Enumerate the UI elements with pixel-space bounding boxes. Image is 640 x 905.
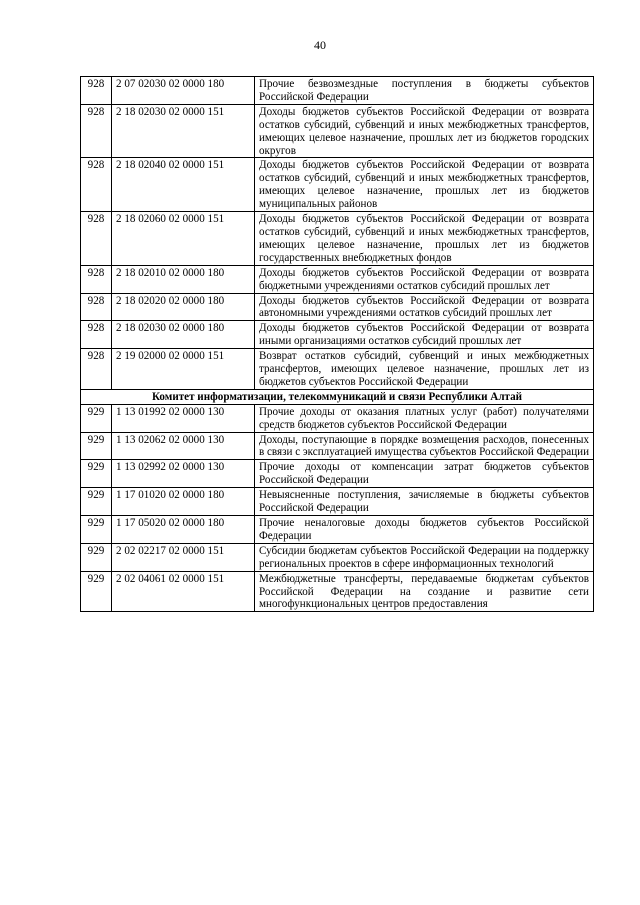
admin-code-cell: 928 (81, 104, 112, 158)
revenue-code-cell: 1 17 01020 02 0000 180 (112, 488, 255, 516)
revenue-name-cell: Межбюджетные трансферты, передаваемые бюджетам субъектов Российской Федерации на создание и развитие сети многофункциональных центров предоставления (255, 571, 594, 612)
revenue-name-cell: Доходы бюджетов субъектов Российской Федерации от возврата остатков субсидий, субвенций и иных межбюджетных трансфертов, имеющих целевое назначение, прошлых лет из бюджетов государственных внебюджетных фондов (255, 212, 594, 266)
revenue-name-cell: Возврат остатков субсидий, субвенций и иных межбюджетных трансфертов, имеющих целевое назначение, прошлых лет из бюджетов субъектов Российской Федерации (255, 349, 594, 390)
revenue-name-cell: Субсидии бюджетам субъектов Российской Федерации на поддержку региональных проектов в сфере информационных технологий (255, 543, 594, 571)
revenue-name-cell: Прочие доходы от компенсации затрат бюджетов субъектов Российской Федерации (255, 460, 594, 488)
table-row (81, 460, 594, 488)
revenue-name-cell: Доходы бюджетов субъектов Российской Федерации от возврата бюджетными учреждениями остатков субсидий прошлых лет (255, 265, 594, 293)
table-row (81, 265, 594, 293)
admin-code-cell: 928 (81, 212, 112, 266)
revenue-codes-table (80, 76, 594, 612)
revenue-code-cell: 2 18 02030 02 0000 180 (112, 321, 255, 349)
table-row (81, 488, 594, 516)
table-row (81, 293, 594, 321)
admin-code-cell: 929 (81, 571, 112, 612)
revenue-name-cell: Невыясненные поступления, зачисляемые в бюджеты субъектов Российской Федерации (255, 488, 594, 516)
table-row (81, 543, 594, 571)
revenue-code-cell: 2 02 02217 02 0000 151 (112, 543, 255, 571)
revenue-code-cell: 2 18 02020 02 0000 180 (112, 293, 255, 321)
revenue-code-cell: 2 18 02060 02 0000 151 (112, 212, 255, 266)
revenue-code-cell: 1 17 05020 02 0000 180 (112, 516, 255, 544)
revenue-code-cell: 2 18 02040 02 0000 151 (112, 158, 255, 212)
revenue-name-cell: Доходы бюджетов субъектов Российской Федерации от возврата автономными учреждениями остатков субсидий прошлых лет (255, 293, 594, 321)
revenue-code-cell: 2 18 02030 02 0000 151 (112, 104, 255, 158)
admin-code-cell: 929 (81, 543, 112, 571)
table-row (81, 516, 594, 544)
revenue-code-cell: 1 13 02062 02 0000 130 (112, 432, 255, 460)
admin-code-cell: 929 (81, 432, 112, 460)
admin-code-cell: 929 (81, 488, 112, 516)
table-row (81, 404, 594, 432)
table-row (81, 432, 594, 460)
admin-code-cell: 928 (81, 321, 112, 349)
table-row (81, 212, 594, 266)
admin-code-cell: 929 (81, 516, 112, 544)
revenue-code-cell: 2 18 02010 02 0000 180 (112, 265, 255, 293)
admin-code-cell: 928 (81, 265, 112, 293)
revenue-name-cell: Прочие неналоговые доходы бюджетов субъектов Российской Федерации (255, 516, 594, 544)
table-row (81, 158, 594, 212)
table-row (81, 571, 594, 612)
page-number: 40 (314, 38, 326, 52)
admin-code-cell: 929 (81, 404, 112, 432)
table-row (81, 77, 594, 105)
revenue-name-cell: Доходы бюджетов субъектов Российской Федерации от возврата остатков субсидий, субвенций и иных межбюджетных трансфертов, имеющих целевое назначение, прошлых лет из бюджетов муниципальных районов (255, 158, 594, 212)
table-row (81, 349, 594, 390)
revenue-code-cell: 1 13 02992 02 0000 130 (112, 460, 255, 488)
table-row (81, 104, 594, 158)
admin-code-cell: 928 (81, 158, 112, 212)
admin-code-cell: 929 (81, 460, 112, 488)
revenue-name-cell: Доходы, поступающие в порядке возмещения расходов, понесенных в связи с эксплуатацией имущества субъектов Российской Федерации (255, 432, 594, 460)
section-header-row (81, 389, 594, 404)
revenue-name-cell: Прочие доходы от оказания платных услуг (работ) получателями средств бюджетов субъектов Российской Федерации (255, 404, 594, 432)
revenue-code-cell: 2 07 02030 02 0000 180 (112, 77, 255, 105)
section-title: Комитет информатизации, телекоммуникаций и связи Республики Алтай (81, 389, 594, 404)
admin-code-cell: 928 (81, 293, 112, 321)
admin-code-cell: 928 (81, 77, 112, 105)
table-body (81, 77, 594, 612)
revenue-name-cell: Прочие безвозмездные поступления в бюджеты субъектов Российской Федерации (255, 77, 594, 105)
revenue-code-cell: 1 13 01992 02 0000 130 (112, 404, 255, 432)
revenue-name-cell: Доходы бюджетов субъектов Российской Федерации от возврата иными организациями остатков субсидий прошлых лет (255, 321, 594, 349)
admin-code-cell: 928 (81, 349, 112, 390)
revenue-name-cell: Доходы бюджетов субъектов Российской Федерации от возврата остатков субсидий, субвенций и иных межбюджетных трансфертов, имеющих целевое назначение, прошлых лет из бюджетов городских округов (255, 104, 594, 158)
table-row (81, 321, 594, 349)
revenue-code-cell: 2 02 04061 02 0000 151 (112, 571, 255, 612)
revenue-code-cell: 2 19 02000 02 0000 151 (112, 349, 255, 390)
